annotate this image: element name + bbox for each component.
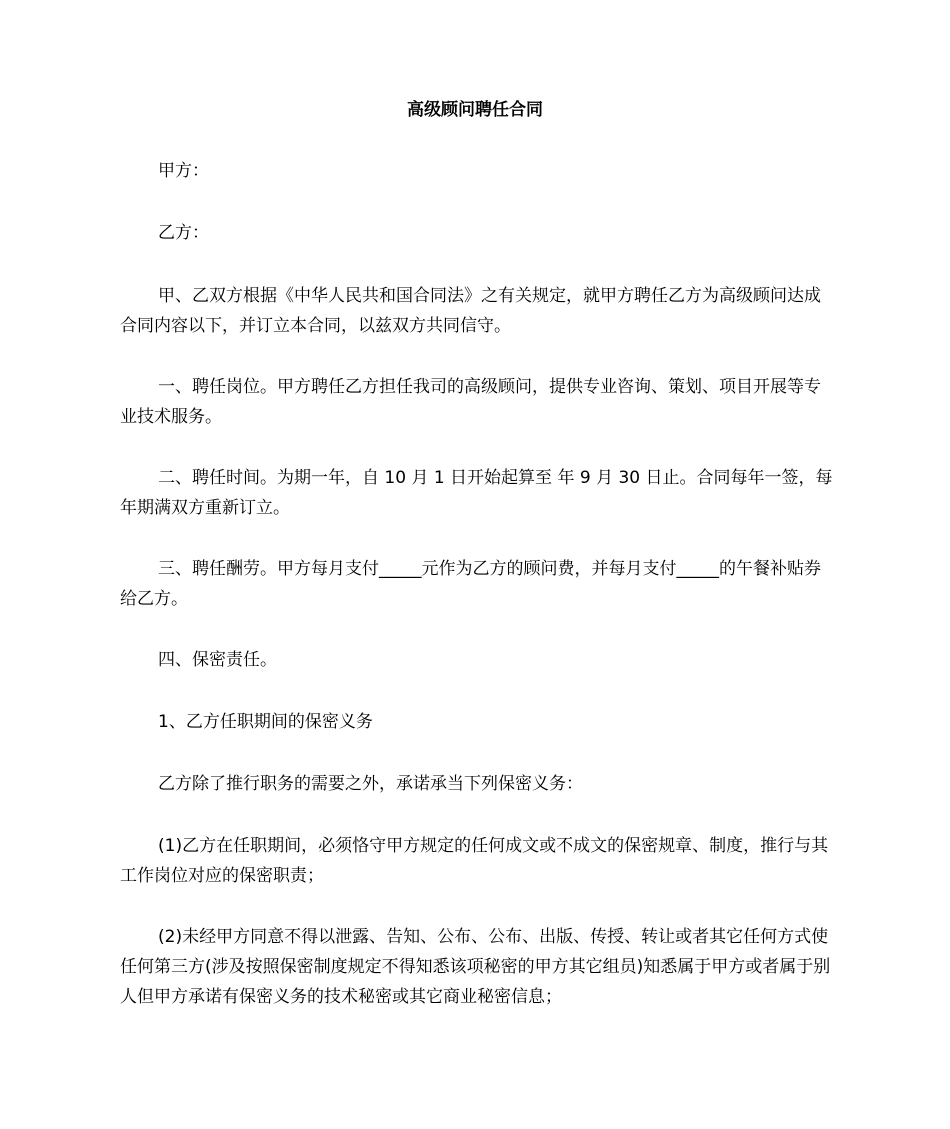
clause-term: 二、聘任时间。为期一年，自 10 月 1 日开始起算至 年 9 月 30 日止。合同每年一签，每年期满双方重新订立。	[120, 468, 833, 518]
confidentiality-intro: 乙方除了推行职务的需要之外，承诺承当下列保密义务：	[158, 774, 583, 794]
clause-position: 一、聘任岗位。甲方聘任乙方担任我司的高级顾问，提供专业咨询、策划、项目开展等专业技术服务。	[120, 377, 821, 427]
confidentiality-item-1: (1)乙方在任职期间，必须恪守甲方规定的任何成文或不成文的保密规章、制度，推行与其工作岗位对应的保密职责；	[120, 836, 829, 886]
party-b-line: 乙方：	[158, 223, 209, 243]
clause-confidentiality-heading: 四、保密责任。	[158, 650, 277, 670]
party-a-line: 甲方：	[158, 161, 209, 181]
confidentiality-subheading: 1、乙方任职期间的保密义务	[158, 712, 373, 732]
preamble-paragraph: 甲、乙双方根据《中华人民共和国合同法》之有关规定，就甲方聘任乙方为高级顾问达成合同内容以下，并订立本合同，以兹双方共同信守。	[120, 286, 821, 336]
clause-remuneration: 三、聘任酬劳。甲方每月支付_____元作为乙方的顾问费，并每月支付_____的午餐补贴券给乙方。	[120, 559, 821, 609]
confidentiality-item-2: (2)未经甲方同意不得以泄露、告知、公布、公布、出版、传授、转让或者其它任何方式使任何第三方(涉及按照保密制度规定不得知悉该项秘密的甲方其它组员)知悉属于甲方或者属于别人但甲方承诺有保密义务的技术秘密或其它商业秘密信息；	[120, 927, 831, 1007]
document-title: 高级顾问聘任合同	[407, 100, 543, 120]
